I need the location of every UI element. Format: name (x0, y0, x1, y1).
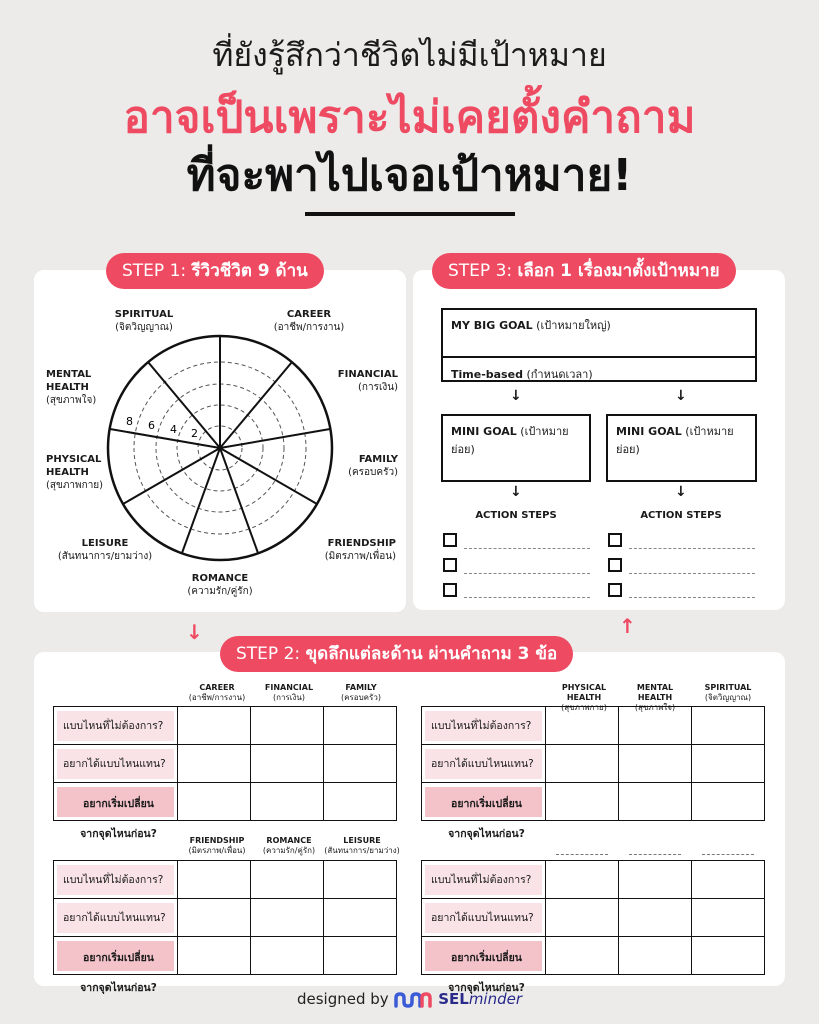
question-grid-1 (53, 706, 397, 840)
life-wheel (100, 328, 340, 568)
table-row: แบบไหนที่ไม่ต้องการ? (422, 861, 765, 899)
table-row: อยากได้แบบไหนแทน? (54, 899, 397, 937)
col-head-career: CAREER (อาชีพ/การงาน) (188, 683, 246, 702)
question-grid-2 (421, 706, 765, 840)
wheel-scale-8: 8 (126, 415, 133, 428)
step1-pill: STEP 1: รีวิวชีวิต 9 ด้าน (106, 253, 324, 289)
col-head-mental-health: MENTAL HEALTH (สุขภาพใจ) (634, 683, 676, 712)
col-head-financial: FINANCIAL (การเงิน) (264, 683, 314, 702)
wheel-scale-6: 6 (148, 419, 155, 432)
wheel-label-physical-health: PHYSICAL HEALTH (สุขภาพกาย) (46, 454, 104, 491)
action-checkbox[interactable] (443, 533, 457, 547)
action-steps-label-2: ACTION STEPS (640, 510, 722, 521)
col-head-romance: ROMANCE (ความรัก/คู่รัก) (262, 836, 316, 855)
wheel-label-mental-health: MENTAL HEALTH (สุขภาพใจ) (46, 369, 97, 406)
table-row: อยากเริ่มเปลี่ยน จากจุดไหนก่อน? (422, 937, 765, 975)
table-row: อยากได้แบบไหนแทน? (422, 899, 765, 937)
big-goal-box[interactable]: MY BIG GOAL (เป้าหมายใหญ่) Time-based (กำหนดเวลา) (441, 308, 757, 382)
arrow-down-icon: ↓ (675, 388, 687, 404)
col-head-physical-health: PHYSICAL HEALTH (สุขภาพกาย) (561, 683, 607, 712)
col-head-spiritual: SPIRITUAL (จิตวิญญาณ) (704, 683, 752, 702)
arrow-up-icon: ↑ (619, 614, 636, 638)
wheel-label-financial: FINANCIAL (การเงิน) (337, 369, 398, 393)
wheel-label-spiritual: SPIRITUAL (จิตวิญญาณ) (114, 309, 174, 333)
arrow-down-icon: ↓ (675, 484, 687, 500)
action-checkbox[interactable] (608, 533, 622, 547)
headline-line-1: ที่ยังรู้สึกว่าชีวิตไม่มีเป้าหมาย (212, 36, 607, 74)
table-row: อยากเริ่มเปลี่ยน จากจุดไหนก่อน? (422, 783, 765, 821)
action-steps-label-1: ACTION STEPS (475, 510, 557, 521)
mini-goal-box-1[interactable]: MINI GOAL (เป้าหมายย่อย) (441, 414, 591, 482)
header-divider (305, 212, 515, 216)
headline-line-3: ที่จะพาไปเจอเป้าหมาย! (186, 150, 633, 201)
arrow-down-icon: ↓ (186, 620, 203, 644)
brand-name: SELminder (438, 990, 523, 1008)
wheel-label-friendship: FRIENDSHIP (มิตรภาพ/เพื่อน) (324, 538, 396, 562)
wheel-label-romance: ROMANCE (ความรัก/คู่รัก) (187, 573, 253, 597)
question-grid-3 (53, 860, 397, 994)
step2-pill: STEP 2: ขุดลึกแต่ละด้าน ผ่านคำถาม 3 ข้อ (220, 636, 573, 672)
headline-line-2: อาจเป็นเพราะไม่เคยตั้งคำถาม (123, 92, 696, 143)
question-grid-4 (421, 860, 765, 994)
col-head-leisure: LEISURE (สันทนาการ/ยามว่าง) (324, 836, 400, 855)
action-checkbox[interactable] (608, 558, 622, 572)
table-row: อยากเริ่มเปลี่ยน จากจุดไหนก่อน? (54, 783, 397, 821)
footer-credit: designed by SELminder (296, 990, 523, 1008)
table-row: แบบไหนที่ไม่ต้องการ? (54, 861, 397, 899)
blank-column-heading[interactable] (629, 854, 681, 855)
table-row: อยากได้แบบไหนแทน? (54, 745, 397, 783)
blank-column-heading[interactable] (702, 854, 754, 855)
table-row: แบบไหนที่ไม่ต้องการ? (422, 707, 765, 745)
wheel-label-career: CAREER (อาชีพ/การงาน) (273, 309, 345, 333)
arrow-down-icon: ↓ (510, 484, 522, 500)
action-checkbox[interactable] (608, 583, 622, 597)
step3-pill: STEP 3: เลือก 1 เรื่องมาตั้งเป้าหมาย (432, 253, 736, 289)
table-row: แบบไหนที่ไม่ต้องการ? (54, 707, 397, 745)
table-row: อยากเริ่มเปลี่ยน จากจุดไหนก่อน? (54, 937, 397, 975)
wheel-scale-2: 2 (191, 427, 198, 440)
wheel-label-leisure: LEISURE (สันทนาการ/ยามว่าง) (57, 538, 153, 562)
action-checkbox[interactable] (443, 583, 457, 597)
selminder-logo-icon (393, 991, 433, 1009)
wheel-label-family: FAMILY (ครอบครัว) (348, 454, 398, 478)
arrow-down-icon: ↓ (510, 388, 522, 404)
col-head-family: FAMILY (ครอบครัว) (341, 683, 381, 702)
blank-column-heading[interactable] (556, 854, 608, 855)
wheel-scale-4: 4 (170, 423, 177, 436)
action-checkbox[interactable] (443, 558, 457, 572)
mini-goal-box-2[interactable]: MINI GOAL (เป้าหมายย่อย) (606, 414, 757, 482)
col-head-friendship: FRIENDSHIP (มิตรภาพ/เพื่อน) (188, 836, 246, 855)
table-row: อยากได้แบบไหนแทน? (422, 745, 765, 783)
